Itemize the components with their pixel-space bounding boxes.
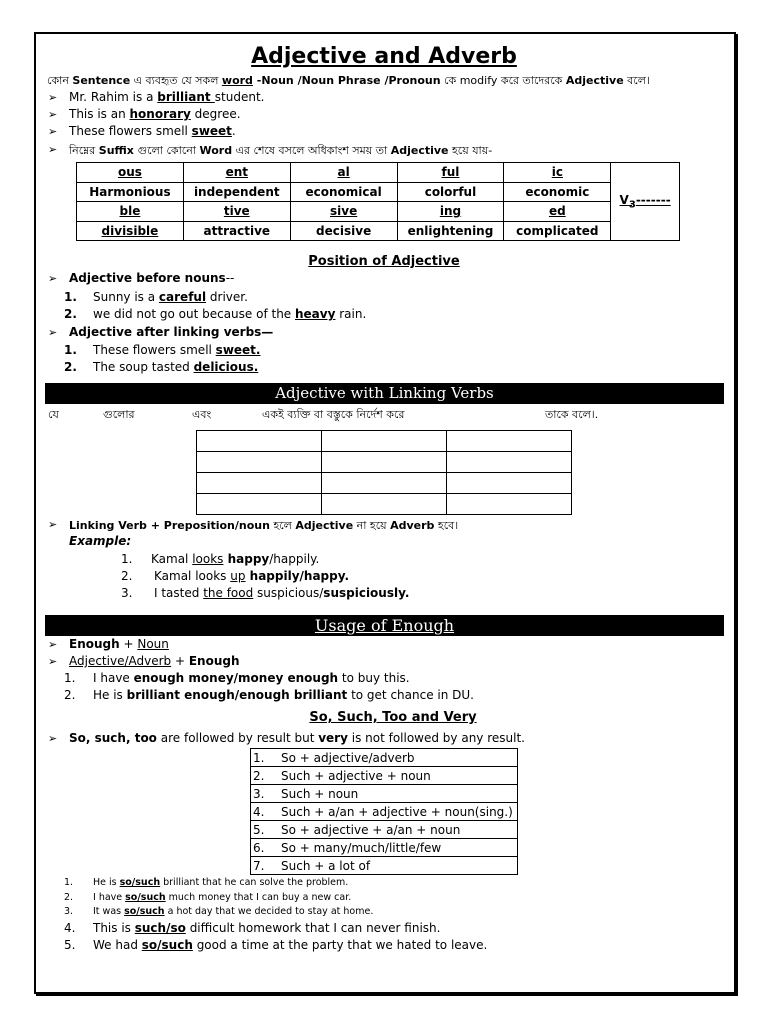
table-row: 7. Such + a lot of [251, 857, 518, 875]
list-item: 1. [64, 671, 76, 685]
list-item-text: I have enough money/money enough to buy this. [93, 671, 410, 685]
list-item: 1. [64, 290, 77, 304]
bangla-fill-word: একই ব্যক্তি বা বস্তুকে নির্দেশ করে [262, 408, 405, 421]
linking-rule: Linking Verb + Preposition/noun হলে Adjective না হয়ে Adverb হবে। [69, 519, 459, 532]
arrow-bullet-icon: ➢ [48, 143, 58, 156]
list-item-text: It was so/such a hot day that we decided to stay at home. [93, 906, 374, 917]
arrow-bullet-icon: ➢ [48, 655, 58, 668]
list-item-text: I tasted the food suspicious/suspiciously. [154, 586, 410, 600]
list-item: 3. [64, 906, 74, 917]
list-item: 2. [64, 688, 76, 702]
arrow-bullet-icon: ➢ [48, 732, 58, 745]
example-line: This is an honorary degree. [69, 107, 241, 121]
list-item-text: He is brilliant enough/enough brilliant to get chance in DU. [93, 688, 474, 702]
section-heading: Position of Adjective [308, 254, 460, 269]
arrow-bullet-icon: ➢ [48, 108, 58, 121]
table-row: 1. So + adjective/adverb [251, 749, 518, 767]
list-item-text: He is so/such brilliant that he can solve the problem. [93, 877, 349, 888]
arrow-bullet-icon: ➢ [48, 326, 58, 339]
list-item-text: We had so/such good a time at the party that we hated to leave. [93, 938, 488, 952]
list-item-text: we did not go out because of the heavy rain. [93, 307, 367, 321]
subsection-label: Adjective before nouns-- [69, 271, 235, 285]
table-row: 4. Such + a/an + adjective + noun(sing.) [251, 803, 518, 821]
suffix-table: ous ent al ful ic $V_3-------$ Harmonious independent economical colorful economic ble tive sive ing ed divisible attractive decisive enlightening complicated [76, 162, 680, 241]
intro-line: কোন Sentence এ ব্যবহৃত যে সকল word -Noun /Noun Phrase /Pronoun কে modify করে তাদেরকে Adjective বলে। [47, 74, 650, 87]
bangla-fill-word: যে [48, 408, 59, 421]
suffix-note: নিম্নের Suffix গুলো কোনো Word এর শেষে বসলে অধিকাংশ সময় তা Adjective হয়ে যায়- [69, 144, 493, 157]
v3-cell: $V_3-------$ [611, 163, 680, 241]
table-row: 5. So + adjective + a/an + noun [251, 821, 518, 839]
subsection-label: Adjective after linking verbs— [69, 325, 274, 339]
so-rule: So, such, too are followed by result but very is not followed by any result. [69, 731, 525, 745]
bangla-fill-word: তাকে বলে।. [545, 408, 599, 421]
list-item: 1. [64, 343, 77, 357]
bangla-fill-word: গুলোর [103, 408, 135, 421]
list-item: 4. [64, 921, 76, 935]
example-line: Mr. Rahim is a brilliant student. [69, 90, 265, 104]
page-title: Adjective and Adverb [251, 44, 517, 69]
blank-table [196, 430, 572, 515]
list-item-text: Kamal looks happy/happily. [151, 552, 320, 566]
arrow-bullet-icon: ➢ [48, 125, 58, 138]
example-label: Example: [69, 534, 132, 548]
list-item-text: These flowers smell sweet. [93, 343, 261, 357]
list-item-text: Sunny is a careful driver. [93, 290, 248, 304]
section-banner: Adjective with Linking Verbs [45, 383, 724, 404]
list-item: 1. [121, 552, 133, 566]
list-item: 2. [121, 569, 133, 583]
table-row: 6. So + many/much/little/few [251, 839, 518, 857]
list-item-text: I have so/such much money that I can buy a new car. [93, 892, 352, 903]
pattern-table [250, 748, 518, 875]
list-item: 2. [64, 892, 74, 903]
enough-rule: Adjective/Adverb + Enough [69, 654, 240, 668]
arrow-bullet-icon: ➢ [48, 638, 58, 651]
list-item: 5. [64, 938, 76, 952]
arrow-bullet-icon: ➢ [48, 272, 58, 285]
example-line: These flowers smell sweet. [69, 124, 236, 138]
list-item: 2. [64, 307, 77, 321]
section-banner: Usage of Enough [45, 615, 724, 636]
list-item: 2. [64, 360, 77, 374]
table-row: 3. Such + noun [251, 785, 518, 803]
list-item-text: The soup tasted delicious. [93, 360, 259, 374]
list-item: 1. [64, 877, 74, 888]
list-item-text: This is such/so difficult homework that I can never finish. [93, 921, 441, 935]
arrow-bullet-icon: ➢ [48, 91, 58, 104]
arrow-bullet-icon: ➢ [48, 518, 58, 531]
section-heading: So, Such, Too and Very [309, 710, 477, 725]
list-item-text: Kamal looks up happily/happy. [154, 569, 350, 583]
table-row: 2. Such + adjective + noun [251, 767, 518, 785]
enough-rule: Enough + Noun [69, 637, 169, 651]
bangla-fill-word: এবং [192, 408, 212, 421]
list-item: 3. [121, 586, 133, 600]
